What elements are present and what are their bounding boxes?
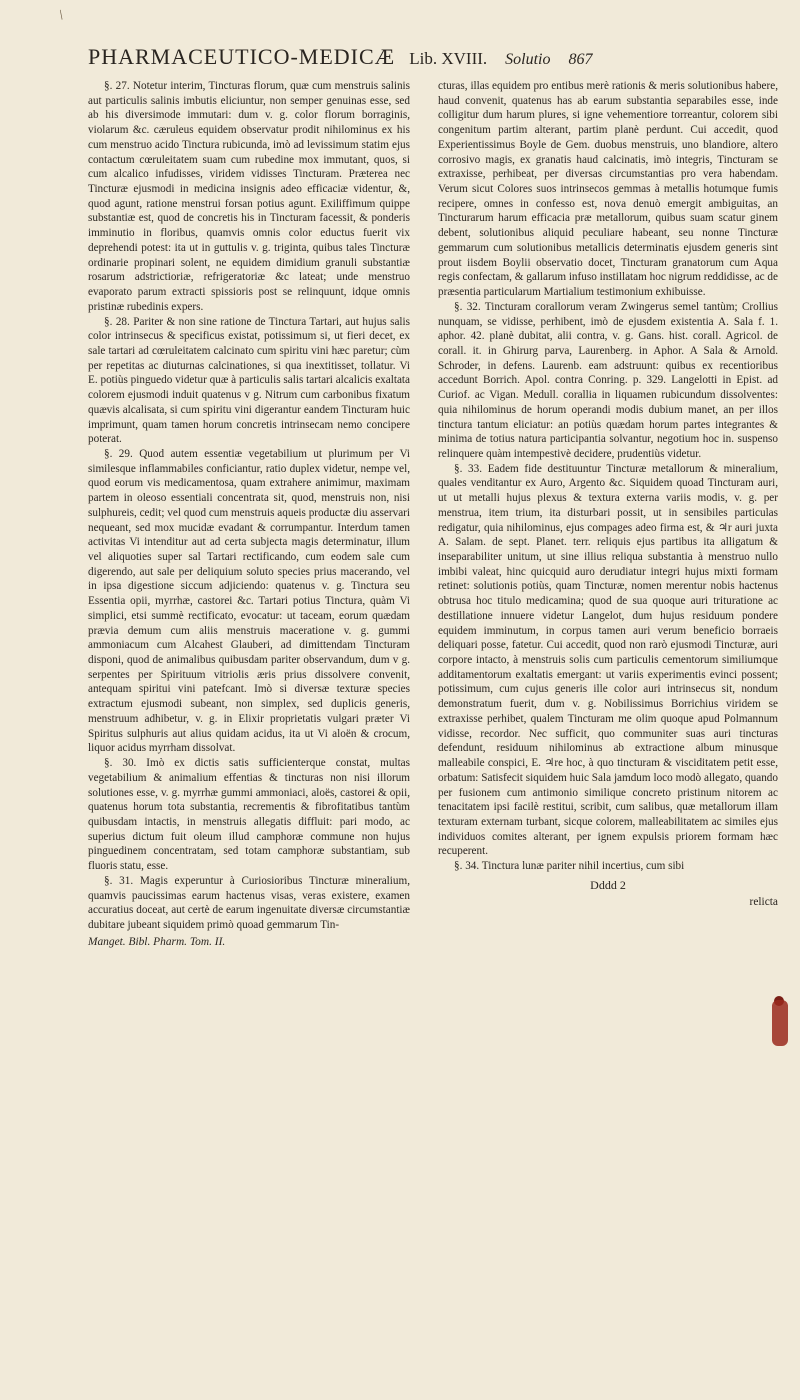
catchword: relicta <box>749 895 778 908</box>
running-title: PHARMACEUTICO-MEDICÆ <box>88 44 396 69</box>
paragraph-27: §. 27. Notetur interim, Tincturas florum, quæ cum menstruis salinis aut particulis salinis imbutis eliciuntur, non semper genuinas esse, sed ab his diversimode immutari: dum v. g. color florum borraginis, violarum &c. cæruleus equidem observatur prodit nihilominus ex his cum menstruo acido Tinctura rubicunda, imò ad levissimum statim ejus contactum cœruleitatem suam cum rubedine mox immutant, quos, si cum alcalico infudisses, viridem vidisses Tincturam. Præterea nec Tincturæ ejusmodi in medicina insignis adeo efficaciæ videntur, &, quod agunt, ratione menstrui forsan potius agunt. Exiliffimum quippe substantiæ est, quod de concretis his in Tincturam facessit, & ponderis imminutio in floribus, quamvis omnis color eductus fuerit vix deprehendi potest: ita ut in guttulis v. g. triginta, quibus tales Tincturæ ordinarie propinari solent, ne equidem dimidium granuli substantiæ rosarum adstrictioriæ, refrigeratoriæ &c lateat; unde menstruo evaporato parum extracti spissioris post se relinquunt, idque omnis pristinæ rubedinis expers. <box>88 80 410 313</box>
paragraph-34: §. 34. Tinctura lunæ pariter nihil incertius, cum sibi <box>454 860 685 873</box>
paragraph-30: §. 30. Imò ex dictis satis sufficienterque constat, multas vegetabilium & animalium effentias & tincturas non nisi illorum solutiones esse, v. g. myrrhæ gummi ammoniaci, aloës, castorei & opii, quatenus horum tota substantia, recrementis & fibrofitatibus tantùm quibusdam intactis, in menstruis allegatis diffluit: pari modo, ac superius dictum fuit oleum illud camphoræ commune non hujus pinguedinem concentratam, sed totam camphoræ substantiam, sub fluoris statu, esse. <box>88 757 410 873</box>
section-title: Solutio <box>505 51 551 68</box>
left-column <box>88 79 410 949</box>
paragraph-33: §. 33. Eadem fide destituuntur Tincturæ metallorum & mineralium, quales venditantur ex Auro, Argento &c. Siquidem quoad Tincturam auri, ut ut metalli hujus plexus & textura externa variis modis, v. g. per menstrua, item trium, ita disturbari possit, ut in sensibiles particulas redigatur, quia nihilominus, ejus compages adeo firma est, & ♃r auri juxta A. Salam. de sept. Planet. terr. reliquis ejus partibus ita alligatum & inseparabiliter unitum, ut sine illius reliqua substantia à menstruo nullo imbibi valeat, hinc quicquid auro derudiatur integri hujus mixti formam retinet: solutionis potiùs, quam Tincturæ, nomen merentur nobis hactenus obtrusa hoc titulo medicamina; quod de sua quoque auri trituratione ac destillatione innuere videtur Langelot, dum hujus residuum pondere equidem imminutum, in corpus tamen auri verum beneficio borraeis deliquari posse, fatetur. Cui accedit, quod non rarò ejusmodi Tincturæ, auri corpore intacto, à menstruis solis cum particulis cementorum similiumque additamentorum exaltatis emergant: ut variis experimentis evinci possent; potissimum, cum cujus generis ille color auri intrinsecus sit, nondum demonstratum fuerit, dum v. g. Nobilissimus Borrichius viridem se extraxisse perhibet, qualem Tincturam me olim quoque apud Polmannum vidisse, recordor. Nec sufficit, quo communiter suas auri tincturas defendunt, residuum nihilominus ab extractione album minusque malleabile conspici, E. ♃re hoc, à quo tincturam & visciditatem petit esse, orbatum: Satisfecit siquidem huic Sala jamdum loco modò allegato, quando per fusionem cum antimonio similique concreto pristinum nitorem ac tenacitatem ipsi facilè restitui, scribit, cum salibus, quæ metallorum illam texturam externam turbant, sicque colorem, malleabilitatem ac similes ejus individuos comites alterant, per ignem expulsis priorem formam hæc recuperent. <box>438 462 778 858</box>
book-reference: Lib. XVIII. <box>409 49 488 68</box>
running-header <box>88 44 778 78</box>
signature-mark: Dddd 2 <box>590 877 626 892</box>
page-number: 867 <box>568 51 593 68</box>
paragraph-29: §. 29. Quod autem essentiæ vegetabilium ut plurimum per Vi similesque inflammabiles conficiantur, ratio duplex videtur, nempe vel, quod eorum vis medicamentosa, quam extrahere animimur, maximam partem in oleoso essentiali concentrata sit, quod, menstruis non, nisi sulphureis, cedit; vel quod cum menstruis aqueis productæ diu asservari nequeant, sed mox mucidæ evadant & corrumpantur. Interdum tamen activitas Vi intenditur aut ad certa subjecta magis determinatur, illum vel aliquoties super sal Tartari rectificando, cum eodem sale cum digerendo, aut sale per deliquium soluto species prius macerando, vel in ipsa digestione siccum adjiciendo: quatenus v. g. Tinctura seu Essentia opii, myrrhæ, castorei &c. Tartari potius Tinctura, quàm Vi simplici, etsi summè rectificato, evocatur: ut taceam, eorum quædam prævia demum cum aliis menstruis maceratione v. g. gummi ammoniacum cum Alcahest Glauberi, ad dimittendam Tincturam disponi, quod de animalibus quibusdam pariter observandum, dum v g. serpentes per Spirituum vitriolis æris prius dissolvere convenit, antequam spiritui vini patefcant. Imò si diversæ texturæ species extractum ejusmodi subeant, non simplex, sed duplicis generis, menstruum adhibetur, v. g. in Elixir proprietatis vulgari præter Vi Spiritus sulphuris aut alius quidam acidus, ita ut Vi aloën & crocum, liquor acidus myrrham dissolvat. <box>88 447 410 755</box>
paragraph-28: §. 28. Pariter & non sine ratione de Tinctura Tartari, aut hujus salis color intrinsecus & specificus existat, potissimum si, ut fieri decet, ex sale tartari ad cœruleitatem calcinato cum spiritu vini hæc paretur; cùm per repetitas ac diuturnas calcinationes, si qua inextitisset, tollatur. Vi E. potiùs pinguedo videtur quæ à particulis salis tartari alcalicis exaltata colorem ejusmodi induit quatenus v g. Nitrum cum carbonibus fixatum quævis alcalisata, si cum spiritu vini digerantur eandem Tincturam huic imprimunt, quam tamen horum concretis intrinsecam nemo concipere poterat. <box>88 315 410 446</box>
paragraph-31: §. 31. Magis experuntur à Curiosioribus Tincturæ mineralium, quamvis paucissimas earum hactenus visas, veras existere, examen accuratius doceat, aut certè de earum ingenuitate diversæ circumstantiæ dubitare jubeant siquidem primò quoad gemmarum Tin- <box>88 874 410 931</box>
paragraph-32: §. 32. Tincturam corallorum veram Zwingerus semel tantùm; Crollius nunquam, se vidisse, perhibent, imò de ejusdem existentia A. Sala f. 1. aphor. 42. planè dubitat, alii contra, v. g. Gans. hist. corall. Agricol. de corall. it. in Ghirurg parva, Laurenberg. in Aphor. A Sala & Arnold. Schroder, in defens. Laurenb. eam adstruunt: quibus ex recentioribus accedunt Borrich. Apol. contra Conring. p. 329. Langelotti in Epist. ad Curiof. ac Vigan. Medull. corallia in liquamen rubicundum dissolventes: quia nihilominus de horum operandi modis dubium manet, an per illos tinctura tantum eliciatur: an potiùs quædam horum partes integrantes & minima de totius natura participantia solvantur, negotium hoc in. suspenso relinquere quàm intempestivè decidere, prudentiùs videtur. <box>438 300 778 460</box>
right-column <box>438 79 778 909</box>
footer-reference: Manget. Bibl. Pharm. Tom. II. <box>88 935 226 948</box>
paragraph-31-continued: cturas, illas equidem pro entibus merè rationis & meris solutionibus habere, haud convenit, quatenus has ab earum substantia separabiles esse, inde colligitur dum harum plures, si igne vehementiore torreantur, colorem sibi congenitum partim alterant, partim planè perdunt. Cui accedit, quod Experientissimus Boyle de Gem. duobus menstruis, uno blandiore, altero corrosivo magis, ex granatis haud calcinatis, imò integris, Tincturam se extraxisse, perhibeat, per diversas circumstantias pro vera habendam. Verum sicut Colores suos intrinsecos gemmas à metallis hotumque fumis recipere, omnes in confesso est, nova denuò emergit ambiguitas, an Tincturarum harum efficacia præ metallorum, quibus suam scatur ginem debent, solutionibus aliquid peculiare habeant, seu nonne Tincturæ gemmarum cum solutionibus metallicis determinatis ejusdem generis sint prout iisdem Boylii observatio docet, Tincturam granatorum cum Aqua regis confectam, & gallarum infuso instillatam hoc nigrum reddidisse, ac de præsentia particularum Martialium testimonium exhibuisse. <box>438 80 778 299</box>
margin-mark: / <box>56 8 68 24</box>
ribbon-seal-icon <box>772 1000 788 1046</box>
